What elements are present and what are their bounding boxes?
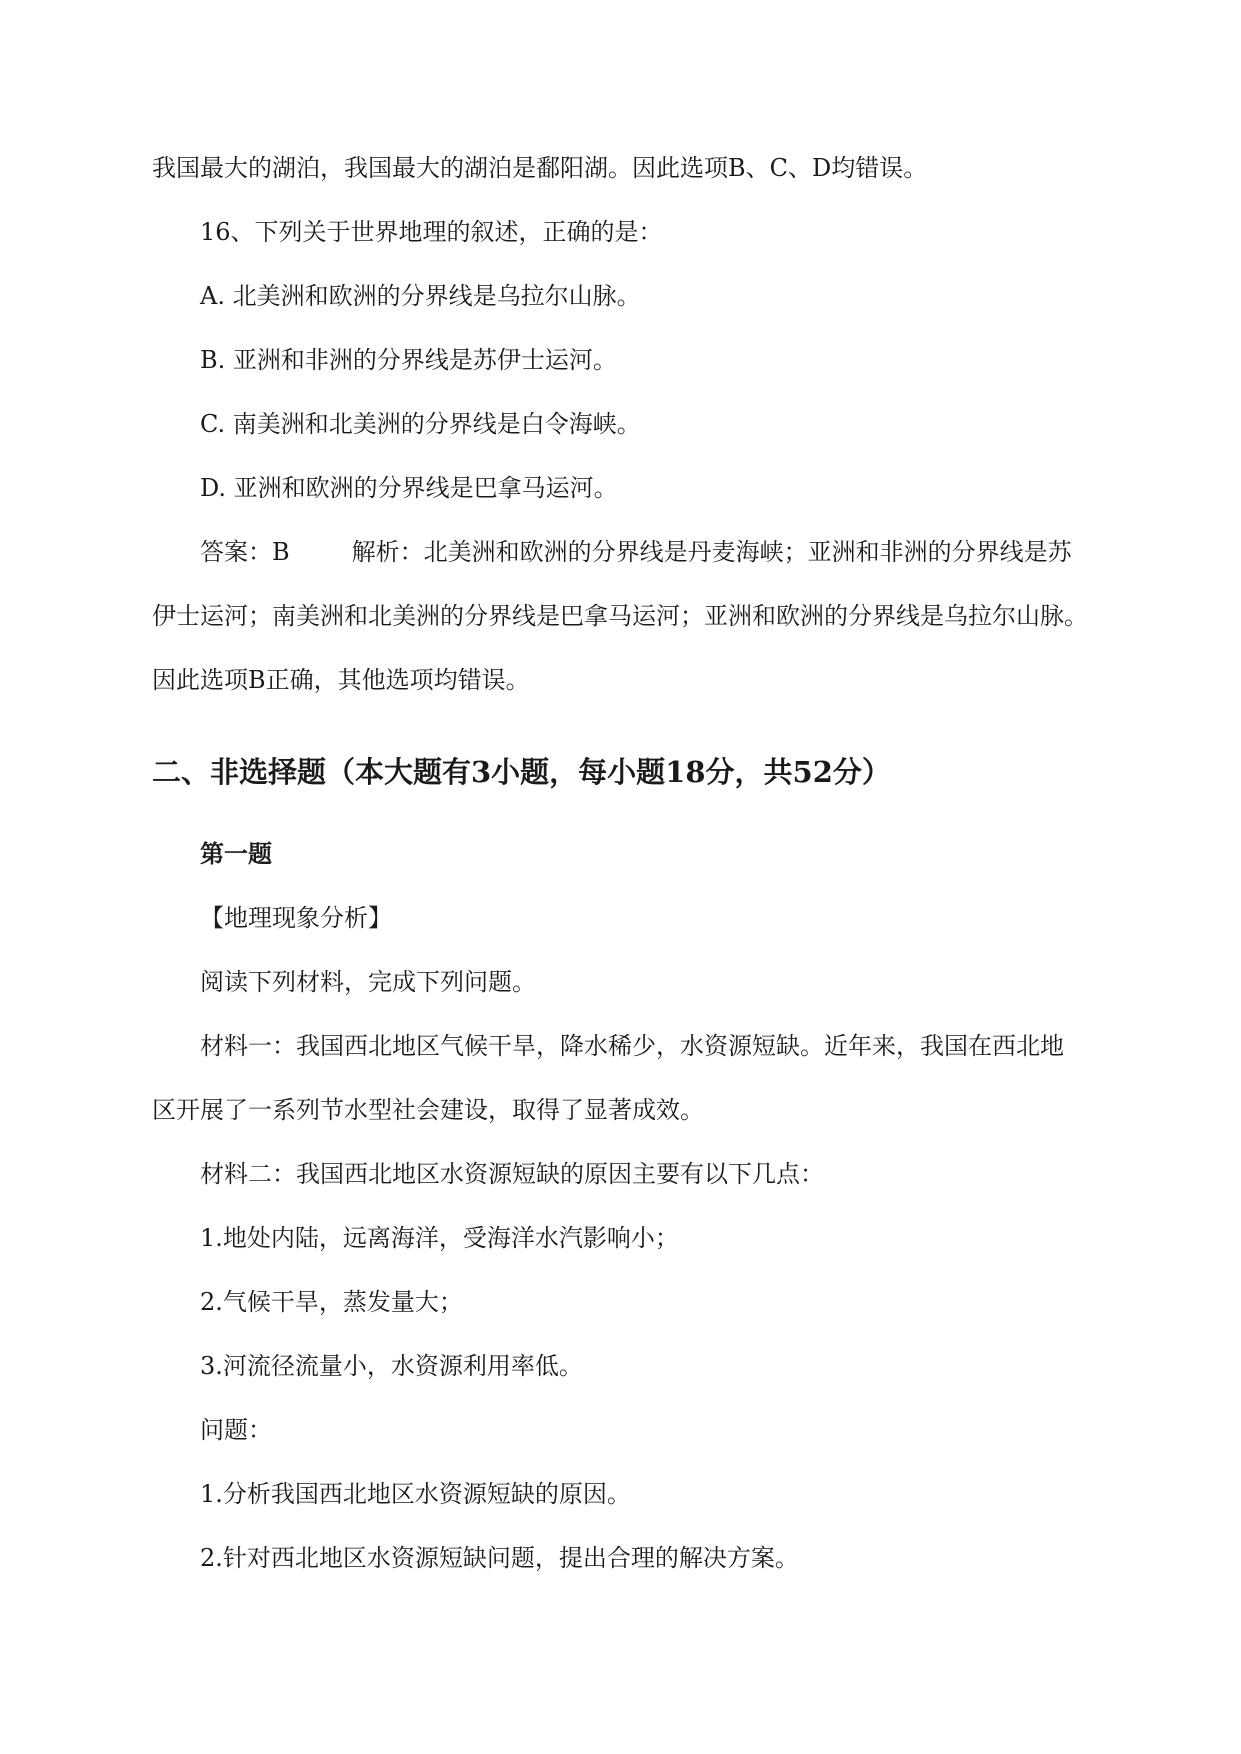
- option-a: A. 北美洲和欧洲的分界线是乌拉尔山脉。: [200, 282, 641, 310]
- analysis-line-1: 解析：北美洲和欧洲的分界线是丹麦海峡；亚洲和非洲的分界线是苏: [351, 538, 1072, 566]
- question-2: 2.针对西北地区水资源短缺问题，提出合理的解决方案。: [200, 1544, 799, 1572]
- analysis-line-2: 伊士运河；南美洲和北美洲的分界线是巴拿马运河；亚洲和欧洲的分界线是乌拉尔山脉。: [152, 602, 1088, 630]
- option-d: D. 亚洲和欧洲的分界线是巴拿马运河。: [200, 474, 618, 502]
- material-2-title: 材料二：我国西北地区水资源短缺的原因主要有以下几点：: [200, 1160, 824, 1188]
- material-2-point-2: 2.气候干旱，蒸发量大；: [200, 1288, 463, 1316]
- answer-label: 答案：B: [200, 538, 290, 566]
- option-b: B. 亚洲和非洲的分界线是苏伊士运河。: [200, 346, 617, 374]
- carryover-line: 我国最大的湖泊，我国最大的湖泊是鄱阳湖。因此选项B、C、D均错误。: [152, 154, 928, 182]
- section-tag: 【地理现象分析】: [200, 904, 392, 932]
- question-16-stem: 16、下列关于世界地理的叙述，正确的是：: [200, 218, 663, 246]
- section-heading: 二、非选择题（本大题有3小题，每小题18分，共52分）: [152, 755, 891, 789]
- analysis-line-3: 因此选项B正确，其他选项均错误。: [152, 666, 530, 694]
- option-c: C. 南美洲和北美洲的分界线是白令海峡。: [200, 410, 641, 438]
- question-1: 1.分析我国西北地区水资源短缺的原因。: [200, 1480, 631, 1508]
- material-1-line-2: 区开展了一系列节水型社会建设，取得了显著成效。: [152, 1096, 704, 1124]
- intro-line: 阅读下列材料，完成下列问题。: [200, 968, 536, 996]
- questions-label: 问题：: [200, 1416, 272, 1444]
- material-2-point-3: 3.河流径流量小，水资源利用率低。: [200, 1352, 583, 1380]
- sub-heading: 第一题: [200, 839, 272, 868]
- answer-line: [200, 536, 1072, 568]
- material-1-line-1: 材料一：我国西北地区气候干旱，降水稀少，水资源短缺。近年来，我国在西北地: [200, 1032, 1064, 1060]
- material-2-point-1: 1.地处内陆，远离海洋，受海洋水汽影响小；: [200, 1224, 679, 1252]
